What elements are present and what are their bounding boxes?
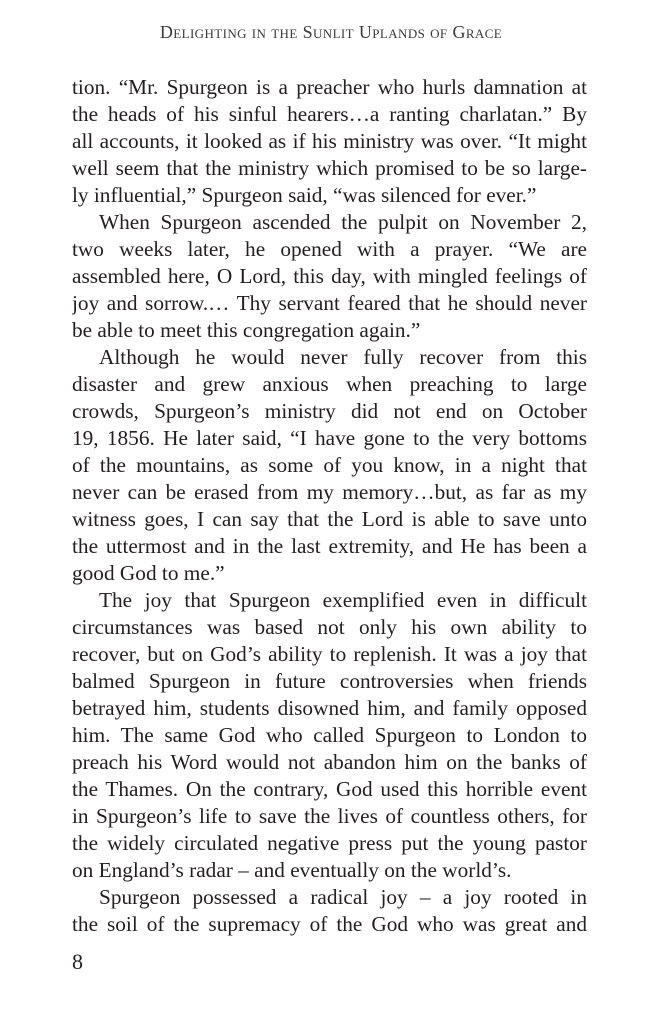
- text-line: assembled here, O Lord, this day, with mingled feelings of: [72, 264, 587, 288]
- body-text: [72, 74, 587, 938]
- text-line: Spurgeon possessed a radical joy – a joy rooted in: [99, 885, 587, 909]
- text-line: betrayed him, students disowned him, and family opposed: [72, 696, 587, 720]
- text-line: all accounts, it looked as if his ministry was over. “It might: [72, 129, 587, 153]
- text-line: witness goes, I can say that the Lord is able to save unto: [72, 507, 587, 531]
- paragraph: [72, 344, 587, 587]
- text-line: When Spurgeon ascended the pulpit on November 2,: [99, 210, 587, 234]
- text-line: balmed Spurgeon in future controversies when friends: [72, 669, 587, 693]
- text-line: 19, 1856. He later said, “I have gone to the very bottoms: [72, 426, 587, 450]
- text-line: the uttermost and in the last extremity, and He has been a: [72, 534, 587, 558]
- text-line: of the mountains, as some of you know, in a night that: [72, 453, 587, 477]
- running-header: Delighting in the Sunlit Uplands of Grace: [159, 22, 503, 42]
- text-line: circumstances was based not only his own ability to: [72, 615, 587, 639]
- text-line: crowds, Spurgeon’s ministry did not end on October: [72, 399, 587, 423]
- text-line: well seem that the ministry which promised to be so large-: [72, 156, 587, 180]
- paragraph: [72, 587, 587, 884]
- page-number: 8: [72, 949, 83, 974]
- text-line: Although he would never fully recover from this: [99, 345, 587, 369]
- text-line: The joy that Spurgeon exemplified even in difficult: [99, 588, 587, 612]
- text-line: in Spurgeon’s life to save the lives of countless others, for: [72, 804, 587, 828]
- text-line: tion. “Mr. Spurgeon is a preacher who hurls damnation at: [72, 75, 587, 99]
- text-line: be able to meet this congregation again.”: [72, 318, 421, 342]
- text-line: never can be erased from my memory…but, as far as my: [72, 480, 587, 504]
- text-line: disaster and grew anxious when preaching to large: [72, 372, 587, 396]
- text-line: him. The same God who called Spurgeon to London to: [72, 723, 587, 747]
- text-line: the soil of the supremacy of the God who was great and: [72, 912, 587, 936]
- text-line: the Thames. On the contrary, God used this horrible event: [72, 777, 587, 801]
- text-line: recover, but on God’s ability to replenish. It was a joy that: [72, 642, 587, 666]
- text-line: the widely circulated negative press put the young pastor: [72, 831, 587, 855]
- text-line: on England’s radar – and eventually on the world’s.: [72, 858, 512, 882]
- paragraph: [72, 74, 587, 209]
- text-line: the heads of his sinful hearers…a ranting charlatan.” By: [72, 102, 587, 126]
- paragraph: [72, 884, 587, 938]
- text-line: two weeks later, he opened with a prayer. “We are: [72, 237, 587, 261]
- text-line: joy and sorrow.… Thy servant feared that he should never: [72, 291, 587, 315]
- text-line: ly influential,” Spurgeon said, “was silenced for ever.”: [72, 183, 537, 207]
- text-line: preach his Word would not abandon him on the banks of: [72, 750, 587, 774]
- paragraph: [72, 209, 587, 344]
- text-line: good God to me.”: [72, 561, 225, 585]
